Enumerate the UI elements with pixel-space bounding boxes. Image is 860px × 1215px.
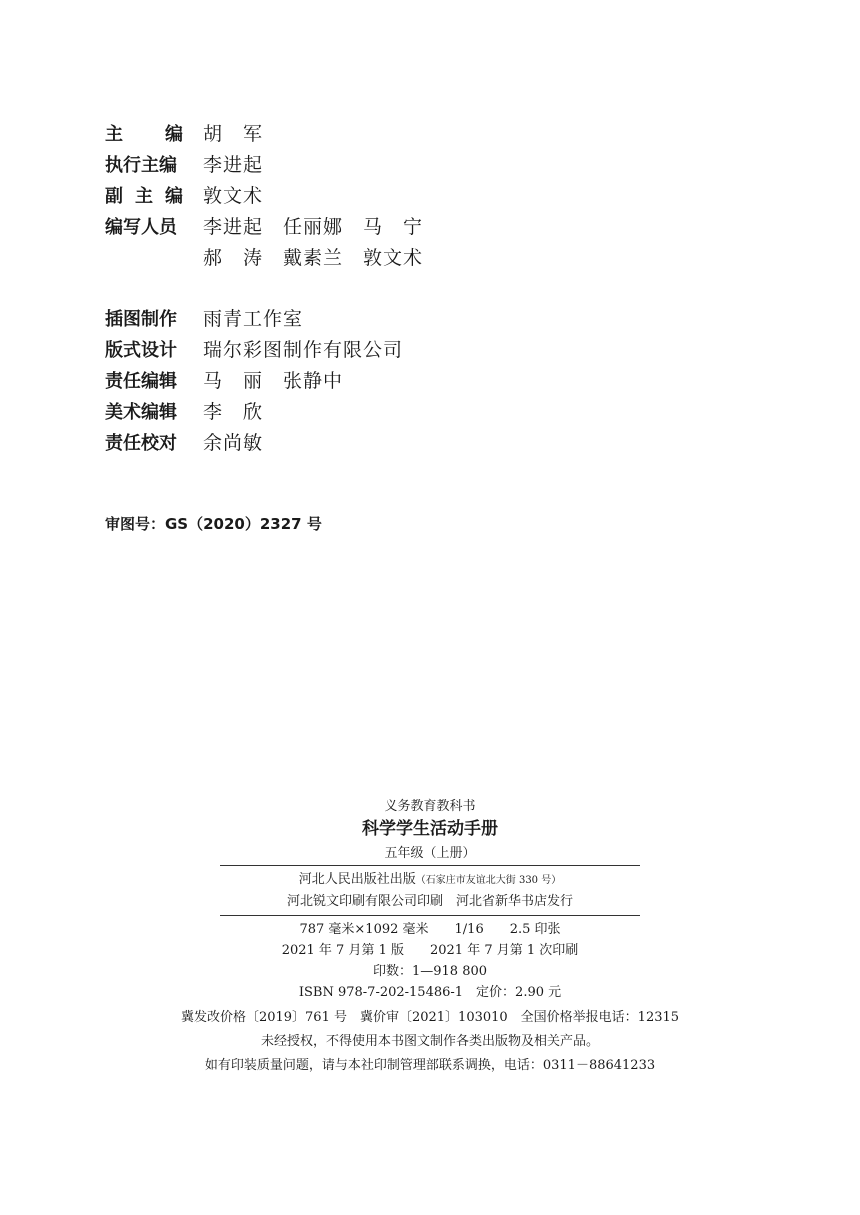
print-count: 印数：1—918 800 bbox=[372, 964, 488, 979]
price-approval: 冀发改价格〔2019〕761 号 冀价审〔2021〕103010 全国价格举报电话：12315 bbox=[180, 1010, 680, 1025]
credit-value: 李 欣 bbox=[203, 401, 264, 423]
isbn-price: ISBN 978-7-202-15486-1 定价：2.90 元 bbox=[298, 985, 562, 1000]
credit-row-layout-design bbox=[105, 333, 423, 364]
publisher-name: 河北人民出版社出版 bbox=[298, 872, 416, 887]
credit-label: 版式设计 bbox=[105, 339, 177, 361]
credit-row-art-editor bbox=[105, 395, 423, 426]
credit-row-deputy-editor bbox=[105, 179, 423, 210]
credit-row-responsible-editor bbox=[105, 364, 423, 395]
map-review-number: 审图号：GS（2020）2327 号 bbox=[105, 515, 322, 533]
credit-value: 余尚敏 bbox=[203, 432, 264, 454]
credit-row-writers-cont bbox=[105, 241, 423, 272]
format-spec: 787 毫米×1092 毫米 1/16 2.5 印张 bbox=[299, 922, 561, 937]
credit-row-illustration bbox=[105, 302, 423, 333]
grade-volume: 五年级（上册） bbox=[384, 846, 476, 861]
credit-label: 执行主编 bbox=[105, 154, 177, 176]
credit-row-executive-editor bbox=[105, 148, 423, 179]
credits-list bbox=[105, 117, 423, 457]
credit-value: 瑞尔彩图制作有限公司 bbox=[203, 339, 404, 361]
credit-label: 责任校对 bbox=[105, 432, 177, 454]
credit-row-chief-editor bbox=[105, 117, 423, 148]
series-name: 义务教育教科书 bbox=[384, 799, 476, 814]
credit-value: 李进起 任丽娜 马 宁 bbox=[203, 216, 424, 238]
edition-info: 2021 年 7 月第 1 版 2021 年 7 月第 1 次印刷 bbox=[281, 943, 579, 958]
credit-value: 郝 涛 戴素兰 敦文术 bbox=[203, 247, 424, 269]
credit-value: 胡 军 bbox=[203, 123, 264, 145]
credit-label: 美术编辑 bbox=[105, 401, 177, 423]
copyright-notice: 未经授权，不得使用本书图文制作各类出版物及相关产品。 bbox=[260, 1034, 599, 1049]
credit-label: 责任编辑 bbox=[105, 370, 177, 392]
credit-label: 主 编 bbox=[105, 123, 183, 145]
credit-label: 副 主 编 bbox=[105, 185, 183, 207]
credit-value: 雨青工作室 bbox=[203, 308, 304, 330]
publisher-line bbox=[0, 869, 860, 891]
printer-distributor: 河北锐文印刷有限公司印刷 河北省新华书店发行 bbox=[286, 894, 573, 909]
credit-value: 马 丽 张静中 bbox=[203, 370, 344, 392]
credit-label: 编写人员 bbox=[105, 216, 177, 238]
credit-row-writers bbox=[105, 210, 423, 241]
credit-value: 李进起 bbox=[203, 154, 264, 176]
credit-row-proofreader bbox=[105, 426, 423, 457]
publisher-address: （石家庄市友谊北大街 330 号） bbox=[415, 875, 562, 886]
credit-label: 插图制作 bbox=[105, 308, 177, 330]
book-title: 科学学生活动手册 bbox=[362, 819, 498, 839]
credit-value: 敦文术 bbox=[203, 185, 264, 207]
quality-contact: 如有印装质量问题，请与本社印制管理部联系调换，电话：0311－88641233 bbox=[204, 1058, 656, 1073]
colophon bbox=[0, 795, 860, 1078]
